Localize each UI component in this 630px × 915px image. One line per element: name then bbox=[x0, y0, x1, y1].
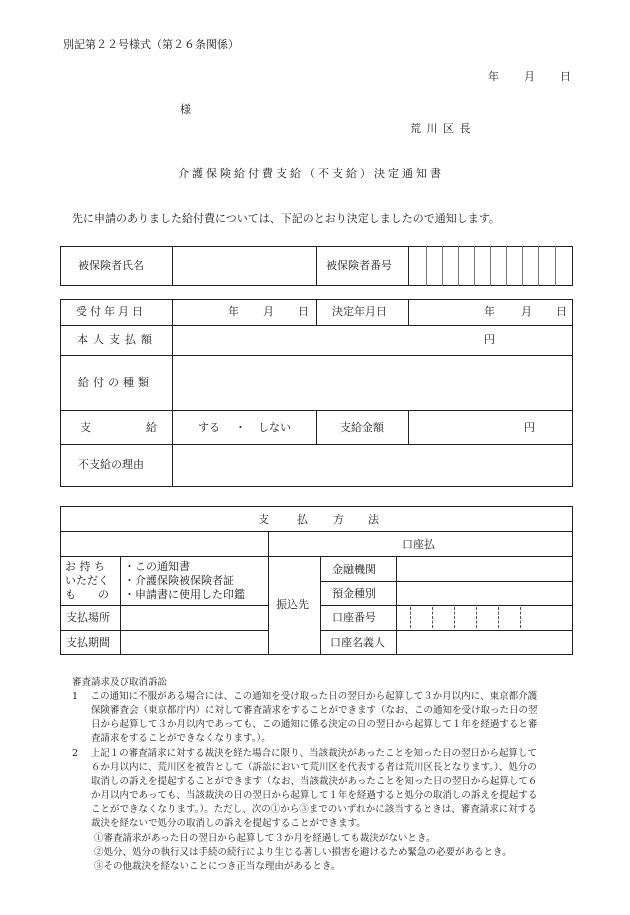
payment-amount-label: 支給金額 bbox=[340, 421, 384, 434]
items-to-bring-label-line1: お 持 ち bbox=[65, 560, 105, 573]
notes-line: ①審査請求があった日の翌日から起算して３か月を経過しても裁決がないとき。 bbox=[72, 833, 436, 844]
self-pay-yen: 円 bbox=[484, 333, 495, 346]
notes-line: ③その他裁決を経ないことにつき正当な理由があるとき。 bbox=[72, 861, 341, 872]
payment-period-label: 支払期間 bbox=[66, 636, 110, 649]
decision-date-label: 決定年月日 bbox=[332, 305, 387, 318]
form-number: 別記第２２号様式（第２６条関係） bbox=[63, 38, 239, 51]
notes-line: ことができなくなります。）。ただし、次の①から③までのいずれかに該当するときは、審査請求に対する bbox=[72, 804, 537, 815]
items-to-bring-label-line2: いただく bbox=[65, 574, 109, 587]
items-to-bring-item: ・この通知書 bbox=[124, 560, 190, 573]
notes-line: か月以内であっても、当該裁決の日の翌日から起算して１年を経過すると処分の取消しの訴えを提起する bbox=[72, 790, 538, 801]
decision-day: 日 bbox=[556, 305, 567, 318]
payment-method-header-4: 法 bbox=[368, 513, 379, 526]
payment-option-no: しない bbox=[258, 421, 291, 434]
notes-heading: 審査請求及び取消訴訟 bbox=[72, 677, 168, 688]
notes-line: 査請求をすることができなくなります。）。 bbox=[72, 733, 271, 744]
payment-label-2: 給 bbox=[146, 421, 157, 434]
insured-name-label: 被保険者氏名 bbox=[78, 259, 144, 272]
items-to-bring-item: ・申請書に使用した印鑑 bbox=[124, 588, 245, 601]
intro-text: 先に申請のありました給付費については、下記のとおり決定しましたので通知します。 bbox=[72, 212, 500, 225]
account-number-label: 口座番号 bbox=[332, 611, 376, 624]
notes-line: 日から起算して３か月以内であっても、この通知に係る決定の日の翌日から起算して１年を経過すると審 bbox=[72, 719, 538, 730]
payment-method-header-3: 方 bbox=[333, 513, 344, 526]
payment-method-header-1: 支 bbox=[258, 513, 269, 526]
receipt-month: 月 bbox=[263, 305, 274, 318]
payment-place-label: 支払場所 bbox=[66, 611, 110, 624]
payment-label-1: 支 bbox=[80, 421, 91, 434]
addressee-suffix: 様 bbox=[180, 103, 191, 116]
payment-option-yes: する bbox=[198, 421, 220, 434]
document-title: 介護保険給付費支給（不支給）決定通知書 bbox=[178, 167, 444, 180]
decision-year: 年 bbox=[484, 305, 495, 318]
date-month-label: 月 bbox=[524, 70, 535, 83]
notes-line: 取消しの訴えを提起することができます（なお、当該裁決があったことを知った日の翌日から起算して６ bbox=[72, 776, 538, 787]
bank-label: 金融機関 bbox=[332, 563, 376, 576]
bank-transfer-header: 口座払 bbox=[402, 538, 435, 551]
payment-option-separator: ・ bbox=[235, 421, 246, 434]
receipt-year: 年 bbox=[228, 305, 239, 318]
deposit-type-label: 預金種別 bbox=[332, 587, 376, 600]
notes-line: 1 この通知に不服がある場合には、この通知を受け取った日の翌日から起算して３か月以内に、東京都介護 bbox=[72, 691, 538, 702]
items-to-bring-label-line3: も の bbox=[65, 588, 109, 601]
receipt-date-label: 受付年月日 bbox=[76, 305, 146, 318]
insured-number-label: 被保険者番号 bbox=[326, 259, 392, 272]
account-holder-label: 口座名義人 bbox=[330, 636, 385, 649]
notes-line: ②処分、処分の執行又は手続の続行により生じる著しい損害を避けるため緊急の必要があるとき。 bbox=[72, 847, 512, 858]
payment-method-header-2: 払 bbox=[297, 513, 308, 526]
date-day-label: 日 bbox=[560, 70, 571, 83]
notes-line: 裁決を経ないで処分の取消しの訴えを提起することができます。 bbox=[72, 818, 366, 829]
self-pay-label: 本人支払額 bbox=[77, 333, 157, 346]
notes-line: 保険審査会（東京都庁内）に対して審査請求をすることができます（なお、この通知を受け取った日の翌 bbox=[72, 705, 538, 716]
notes-line: ６か月以内に、荒川区を被告として（訴訟において荒川区を代表する者は荒川区長となります。）、処分の bbox=[72, 762, 537, 773]
issuer-name: 荒 川 区 長 bbox=[410, 122, 472, 135]
non-payment-reason-label: 不支給の理由 bbox=[78, 458, 144, 471]
items-to-bring-item: ・介護保険被保険者証 bbox=[124, 574, 234, 587]
receipt-day: 日 bbox=[298, 305, 309, 318]
benefit-type-label: 給付の種類 bbox=[78, 376, 153, 389]
payment-amount-yen: 円 bbox=[524, 421, 535, 434]
decision-month: 月 bbox=[521, 305, 532, 318]
notes-line: 2 上記１の審査請求に対する裁決を経た場合に限り、当該裁決があったことを知った日の翌日から起算して bbox=[72, 748, 537, 759]
date-year-label: 年 bbox=[488, 70, 499, 83]
transfer-destination-label: 振込先 bbox=[276, 598, 309, 611]
